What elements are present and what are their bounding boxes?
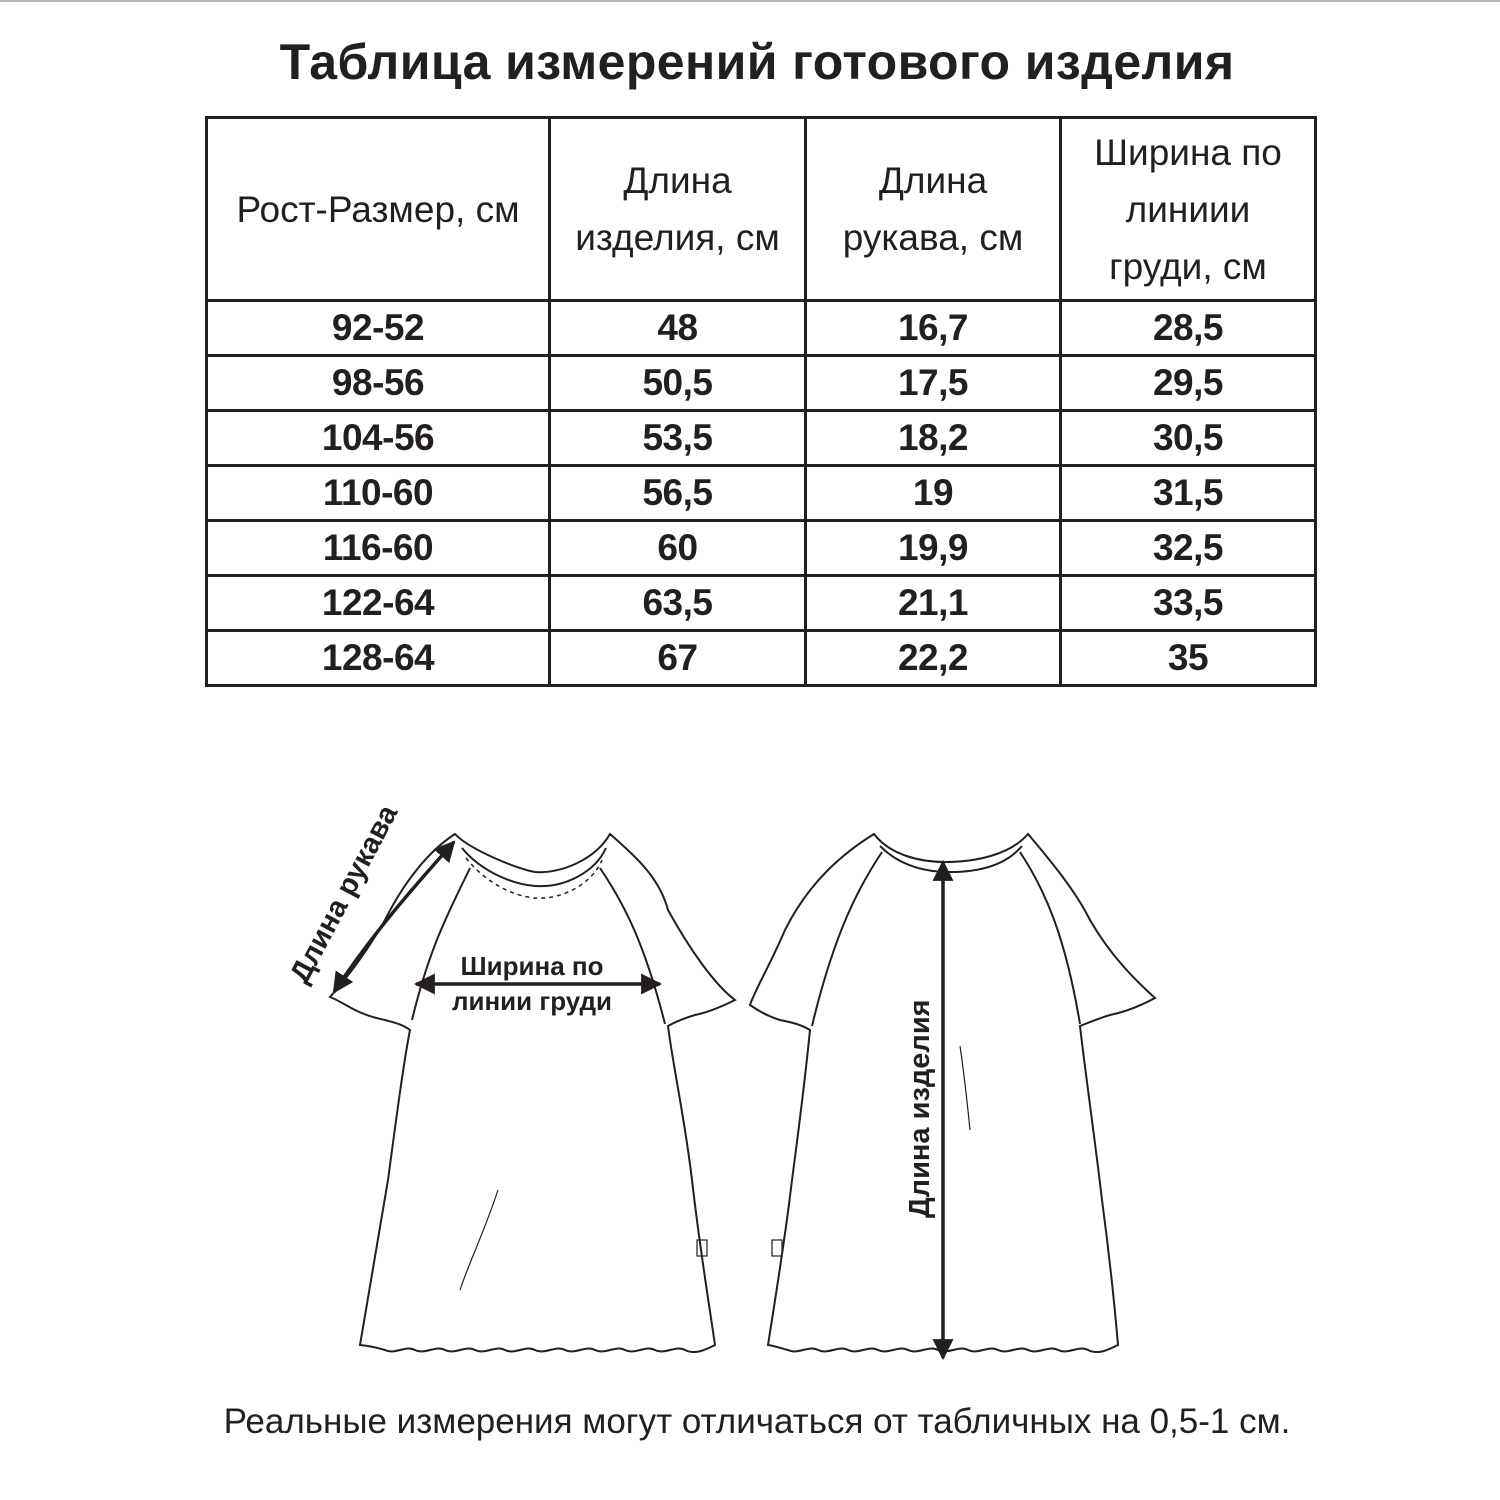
cell-garment-length: 63,5 bbox=[550, 576, 806, 631]
cell-sleeve-length: 18,2 bbox=[806, 411, 1061, 466]
cell-height-size: 104-56 bbox=[207, 411, 550, 466]
cell-garment-length: 60 bbox=[550, 521, 806, 576]
cell-sleeve-length: 21,1 bbox=[806, 576, 1061, 631]
cell-garment-length: 67 bbox=[550, 631, 806, 686]
header-height-size: Рост-Размер, см bbox=[207, 118, 550, 301]
page-title: Таблица измерений готового изделия bbox=[279, 34, 1235, 90]
back-body-outline bbox=[750, 834, 1155, 1352]
cell-height-size: 116-60 bbox=[207, 521, 550, 576]
cell-garment-length: 48 bbox=[550, 301, 806, 356]
chest-width-label-line1: Ширина по bbox=[460, 951, 604, 981]
back-fold-line bbox=[960, 1046, 970, 1130]
cell-chest-width: 29,5 bbox=[1061, 356, 1316, 411]
back-neckline bbox=[880, 846, 1022, 872]
cell-chest-width: 30,5 bbox=[1061, 411, 1316, 466]
cell-garment-length: 50,5 bbox=[550, 356, 806, 411]
garment-length-label: Длина изделия bbox=[904, 999, 936, 1218]
header-garment-length: Длина изделия, см bbox=[550, 118, 806, 301]
cell-chest-width: 31,5 bbox=[1061, 466, 1316, 521]
header-sleeve-length: Длина рукава, см bbox=[806, 118, 1061, 301]
cell-height-size: 128-64 bbox=[207, 631, 550, 686]
footnote: Реальные измерения могут отличаться от табличных на 0,5-1 см. bbox=[223, 1402, 1291, 1441]
chest-width-label-line2: линии груди bbox=[451, 986, 613, 1016]
back-raglan-right bbox=[1020, 852, 1080, 1024]
cell-chest-width: 28,5 bbox=[1061, 301, 1316, 356]
back-label-tag bbox=[772, 1240, 782, 1256]
cell-chest-width: 35 bbox=[1061, 631, 1316, 686]
front-fold-line bbox=[460, 1190, 498, 1290]
cell-height-size: 110-60 bbox=[207, 466, 550, 521]
front-body-outline bbox=[330, 834, 735, 1352]
cell-sleeve-length: 22,2 bbox=[806, 631, 1061, 686]
cell-chest-width: 32,5 bbox=[1061, 521, 1316, 576]
cell-sleeve-length: 19,9 bbox=[806, 521, 1061, 576]
cell-chest-width: 33,5 bbox=[1061, 576, 1316, 631]
cell-sleeve-length: 17,5 bbox=[806, 356, 1061, 411]
back-raglan-left bbox=[812, 852, 882, 1026]
front-neckline-inner bbox=[466, 858, 602, 898]
cell-height-size: 92-52 bbox=[207, 301, 550, 356]
cell-garment-length: 56,5 bbox=[550, 466, 806, 521]
cell-sleeve-length: 16,7 bbox=[806, 301, 1061, 356]
header-chest-width: Ширина по линиии груди, см bbox=[1061, 118, 1316, 301]
cell-height-size: 98-56 bbox=[207, 356, 550, 411]
front-view bbox=[330, 834, 735, 1352]
cell-height-size: 122-64 bbox=[207, 576, 550, 631]
cell-garment-length: 53,5 bbox=[550, 411, 806, 466]
cell-sleeve-length: 19 bbox=[806, 466, 1061, 521]
back-view bbox=[750, 834, 1155, 1352]
sleeve-length-label: Длина рукава bbox=[283, 799, 405, 989]
